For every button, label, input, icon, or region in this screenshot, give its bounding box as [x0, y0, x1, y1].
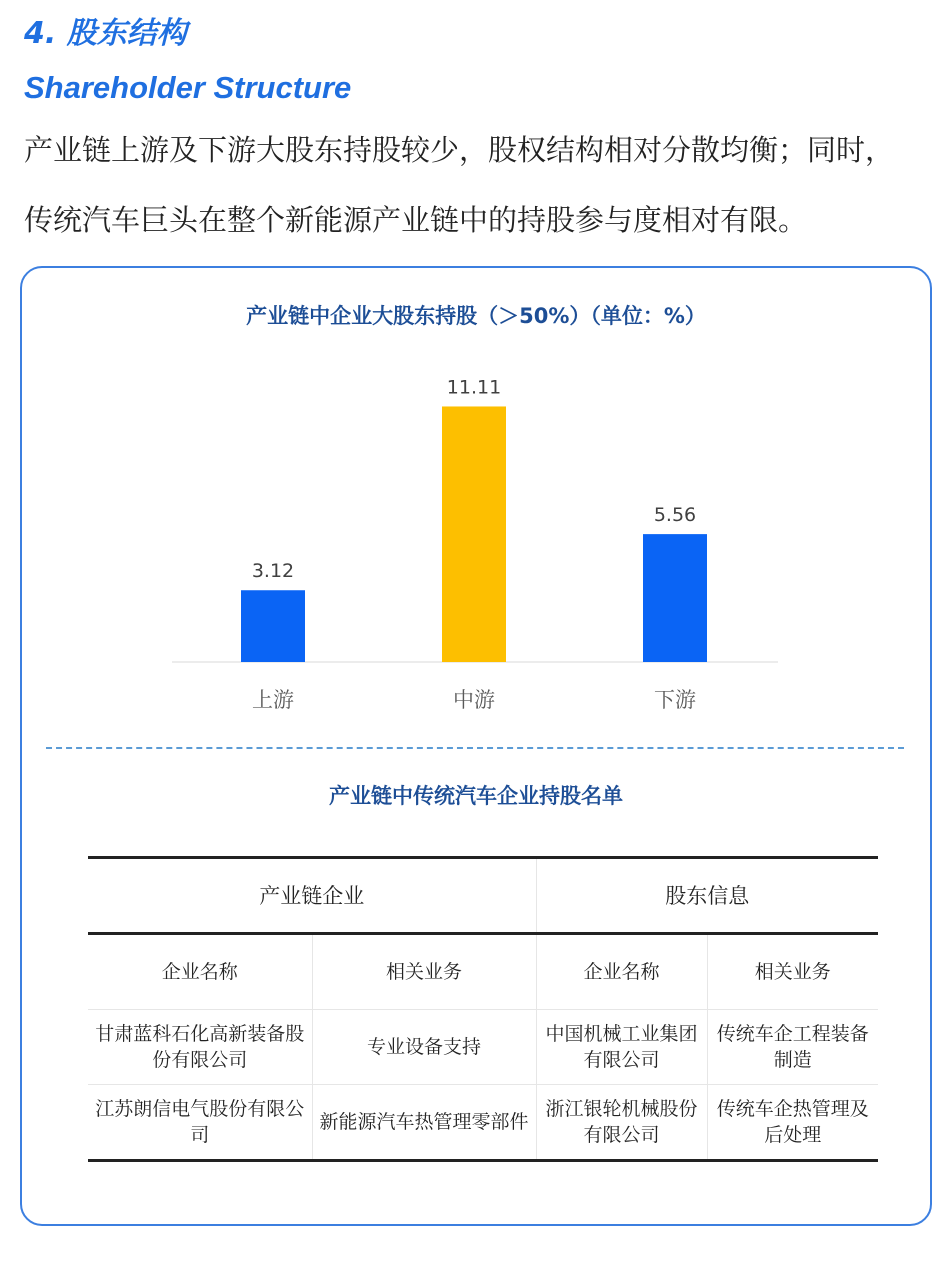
sub-header-business: 相关业务	[312, 934, 536, 1010]
holdings-table	[88, 856, 878, 1162]
table-cell: 甘肃蓝科石化高新装备股份有限公司	[88, 1010, 312, 1085]
intro-text-line-2: 传统汽车巨头在整个新能源产业链中的持股参与度相对有限。	[24, 203, 808, 237]
info-card	[20, 266, 932, 1226]
table-title: 产业链中传统汽车企业持股名单	[329, 784, 623, 808]
table-cell: 浙江银轮机械股份有限公司	[536, 1085, 707, 1161]
section-title: 4. 股东结构	[24, 16, 187, 51]
sub-header-shareholder-business: 相关业务	[707, 934, 878, 1010]
table-cell: 中国机械工业集团有限公司	[536, 1010, 707, 1085]
x-tick-label-0: 上游	[252, 688, 294, 712]
table-cell: 传统车企工程装备制造	[707, 1010, 878, 1085]
table-group-header-row	[88, 858, 878, 934]
group-header-shareholder-info: 股东信息	[536, 858, 878, 934]
table-row	[88, 1010, 878, 1085]
dashed-divider	[46, 747, 904, 749]
table-row	[88, 1085, 878, 1161]
bar-0	[241, 590, 305, 662]
table-cell: 新能源汽车热管理零部件	[312, 1085, 536, 1161]
data-label-1: 11.11	[446, 376, 502, 399]
data-label-0: 3.12	[251, 560, 295, 583]
table-cell: 传统车企热管理及后处理	[707, 1085, 878, 1161]
table-cell: 专业设备支持	[312, 1010, 536, 1085]
bar-2	[643, 534, 707, 662]
data-label-2: 5.56	[653, 504, 697, 527]
section-subtitle-en: Shareholder Structure	[24, 70, 352, 105]
bar-chart	[22, 268, 930, 738]
chart-title: 产业链中企业大股东持股（＞50%）（单位：%）	[246, 304, 706, 328]
table-cell: 江苏朗信电气股份有限公司	[88, 1085, 312, 1161]
bar-1	[442, 406, 506, 662]
table-sub-header-row	[88, 934, 878, 1010]
intro-text-line-1: 产业链上游及下游大股东持股较少，股权结构相对分散均衡；同时，	[24, 133, 895, 167]
group-header-industry-chain: 产业链企业	[88, 858, 536, 934]
x-tick-label-2: 下游	[654, 688, 696, 712]
x-tick-label-1: 中游	[453, 688, 495, 712]
sub-header-shareholder-name: 企业名称	[536, 934, 707, 1010]
sub-header-company-name: 企业名称	[88, 934, 312, 1010]
